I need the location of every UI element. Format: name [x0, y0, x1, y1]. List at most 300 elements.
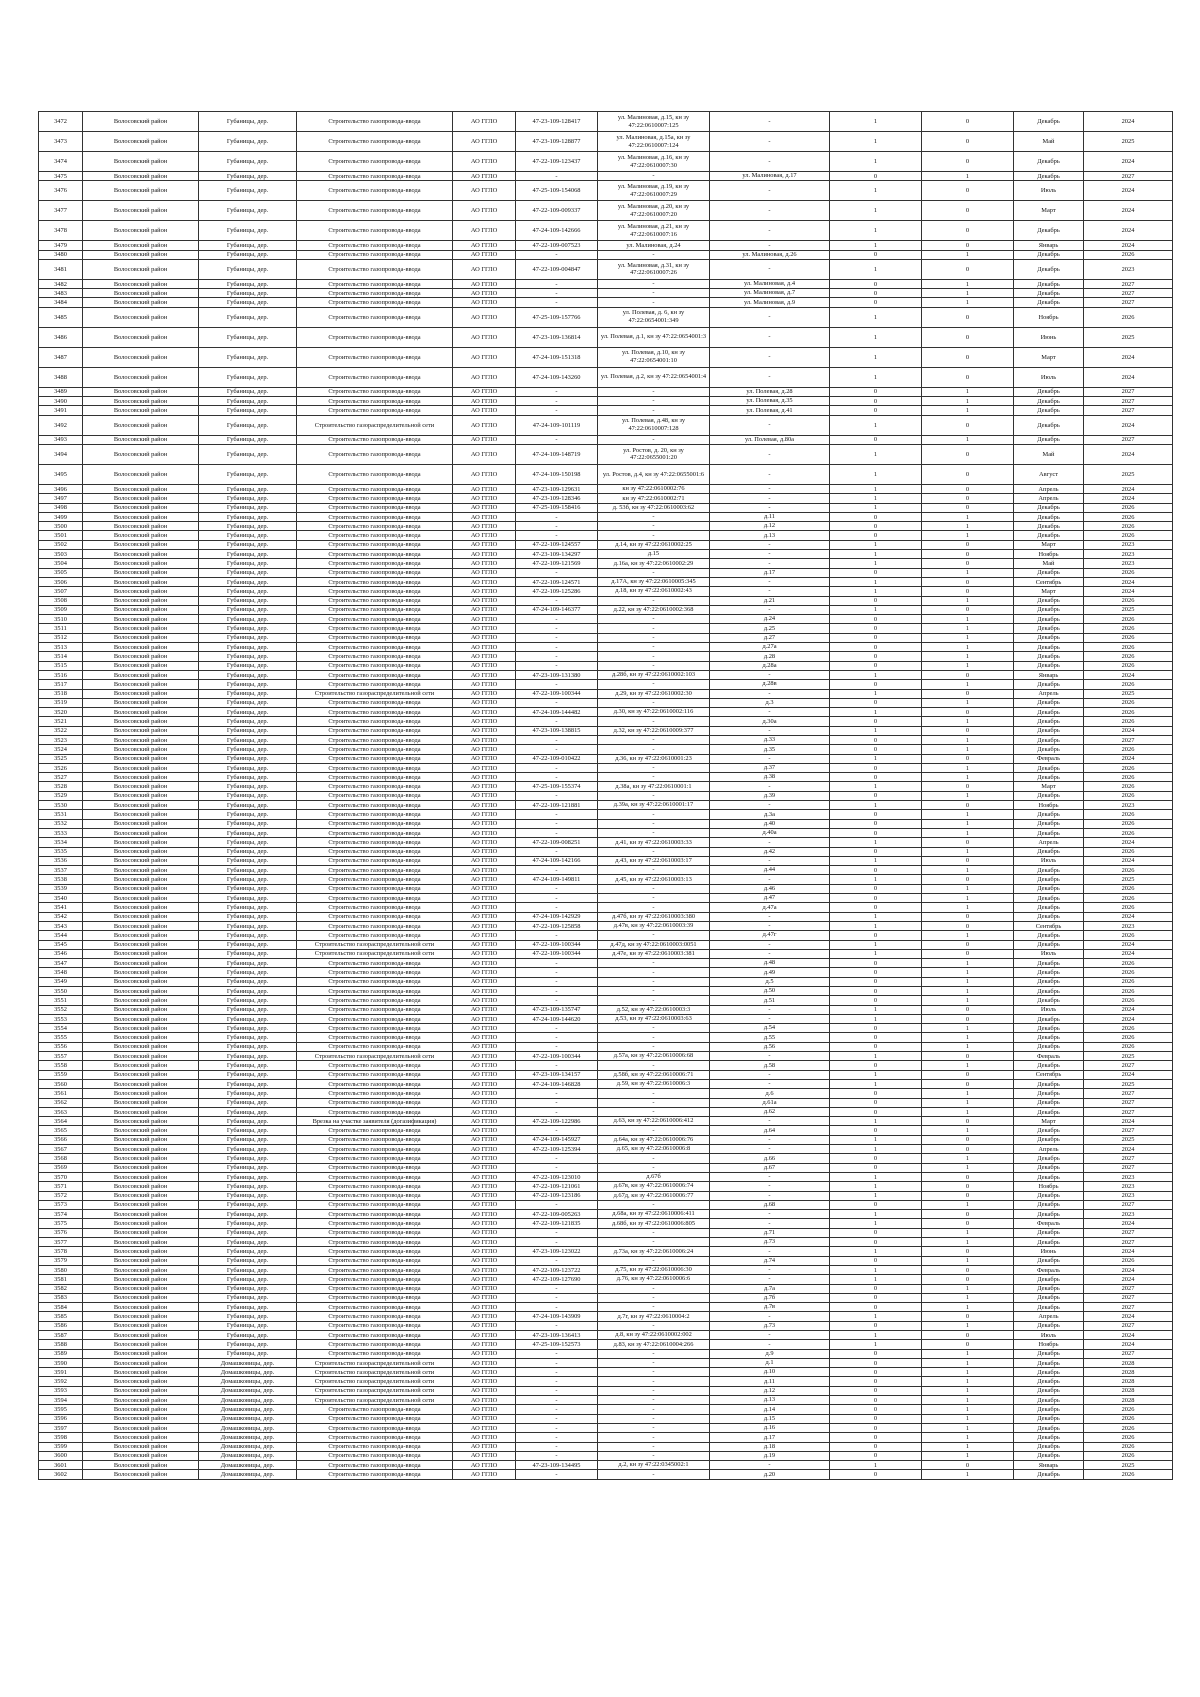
year-cell: 2027 [1084, 1303, 1173, 1312]
planned-address-cell: д.55 [710, 1033, 830, 1042]
owner-cell: АО ГГЛО [453, 152, 516, 172]
flag-b-cell: 1 [922, 652, 1014, 661]
settlement-cell: Губаницы, дер. [199, 680, 297, 689]
application-number-cell: - [516, 289, 598, 298]
flag-b-cell: 0 [922, 1312, 1014, 1321]
settlement-cell: Губаницы, дер. [199, 596, 297, 605]
row-number: 3584 [39, 1303, 83, 1312]
settlement-cell: Губаницы, дер. [199, 387, 297, 396]
year-cell: 2024 [1084, 1340, 1173, 1349]
district-cell: Волосовский район [83, 1386, 199, 1395]
flag-b-cell: 1 [922, 977, 1014, 986]
district-cell: Волосовский район [83, 605, 199, 614]
address-cadastral-cell: ул. Малиновая, д.15а, кн зу 47:22:0610007:124 [598, 132, 710, 152]
application-number-cell: - [516, 680, 598, 689]
table-row [39, 1070, 1173, 1079]
work-type-cell: Строительство газопровода-ввода [297, 708, 453, 717]
planned-address-cell: - [710, 1275, 830, 1284]
work-type-cell: Строительство газопровода-ввода [297, 1210, 453, 1219]
work-type-cell: Строительство газопровода-ввода [297, 680, 453, 689]
owner-cell: АО ГГЛО [453, 1256, 516, 1265]
table-row [39, 279, 1173, 288]
settlement-cell: Губаницы, дер. [199, 1312, 297, 1321]
planned-address-cell: ул. Полевая, д.80а [710, 435, 830, 444]
work-type-cell: Строительство газопровода-ввода [297, 1219, 453, 1228]
application-number-cell: - [516, 661, 598, 670]
district-cell: Волосовский район [83, 522, 199, 531]
work-type-cell: Врезка на участке заявителя (догазификация) [297, 1117, 453, 1126]
month-cell: Июль [1014, 856, 1084, 865]
month-cell: Декабрь [1014, 847, 1084, 856]
row-number: 3506 [39, 577, 83, 586]
month-cell: Декабрь [1014, 652, 1084, 661]
settlement-cell: Губаницы, дер. [199, 181, 297, 201]
row-number: 3581 [39, 1275, 83, 1284]
flag-b-cell: 0 [922, 1172, 1014, 1181]
work-type-cell: Строительство газопровода-ввода [297, 643, 453, 652]
settlement-cell: Губаницы, дер. [199, 968, 297, 977]
application-number-cell: - [516, 387, 598, 396]
work-type-cell: Строительство газопровода-ввода [297, 1340, 453, 1349]
flag-a-cell: 1 [830, 1191, 922, 1200]
flag-b-cell: 0 [922, 875, 1014, 884]
flag-b-cell: 0 [922, 912, 1014, 921]
table-row [39, 531, 1173, 540]
address-cadastral-cell: д.16а, кн зу 47:22:0610002:29 [598, 559, 710, 568]
row-number: 3525 [39, 754, 83, 763]
flag-a-cell: 1 [830, 838, 922, 847]
table-row [39, 717, 1173, 726]
row-number: 3483 [39, 289, 83, 298]
application-number-cell: 47-22-109-100344 [516, 689, 598, 698]
owner-cell: АО ГГЛО [453, 921, 516, 930]
address-cadastral-cell: - [598, 633, 710, 642]
flag-b-cell: 0 [922, 503, 1014, 512]
settlement-cell: Губаницы, дер. [199, 1163, 297, 1172]
owner-cell: АО ГГЛО [453, 1098, 516, 1107]
owner-cell: АО ГГЛО [453, 884, 516, 893]
year-cell: 2026 [1084, 698, 1173, 707]
district-cell: Волосовский район [83, 1098, 199, 1107]
year-cell: 2024 [1084, 949, 1173, 958]
flag-a-cell: 1 [830, 307, 922, 327]
flag-a-cell: 0 [830, 596, 922, 605]
address-cadastral-cell: ул. Малиновая, д.20, кн зу 47:22:0610007:20 [598, 201, 710, 221]
year-cell: 2026 [1084, 568, 1173, 577]
settlement-cell: Губаницы, дер. [199, 903, 297, 912]
flag-b-cell: 1 [922, 894, 1014, 903]
work-type-cell: Строительство газопровода-ввода [297, 810, 453, 819]
owner-cell: АО ГГЛО [453, 996, 516, 1005]
owner-cell: АО ГГЛО [453, 503, 516, 512]
address-cadastral-cell: ул. Малиновая, д.24 [598, 241, 710, 250]
planned-address-cell: д.40а [710, 828, 830, 837]
table-row [39, 435, 1173, 444]
work-type-cell: Строительство газопровода-ввода [297, 327, 453, 347]
address-cadastral-cell: ул. Малиновая, д.15, кн зу 47:22:0610007:125 [598, 112, 710, 132]
flag-b-cell: 0 [922, 726, 1014, 735]
planned-address-cell: д.39 [710, 791, 830, 800]
application-number-cell: 47-24-109-148719 [516, 444, 598, 464]
work-type-cell: Строительство газопровода-ввода [297, 512, 453, 521]
flag-a-cell: 0 [830, 250, 922, 259]
flag-b-cell: 0 [922, 1210, 1014, 1219]
application-number-cell: - [516, 1396, 598, 1405]
application-number-cell: - [516, 1414, 598, 1423]
district-cell: Волосовский район [83, 577, 199, 586]
planned-address-cell: д.6 [710, 1089, 830, 1098]
table-row [39, 132, 1173, 152]
month-cell: Декабрь [1014, 977, 1084, 986]
table-row [39, 791, 1173, 800]
row-number: 3509 [39, 605, 83, 614]
owner-cell: АО ГГЛО [453, 1061, 516, 1070]
address-cadastral-cell: - [598, 1061, 710, 1070]
district-cell: Волосовский район [83, 1172, 199, 1181]
flag-a-cell: 0 [830, 1200, 922, 1209]
table-row [39, 464, 1173, 484]
address-cadastral-cell: - [598, 996, 710, 1005]
flag-a-cell: 1 [830, 1005, 922, 1014]
address-cadastral-cell: - [598, 1321, 710, 1330]
owner-cell: АО ГГЛО [453, 1182, 516, 1191]
work-type-cell: Строительство газопровода-ввода [297, 1275, 453, 1284]
planned-address-cell: - [710, 559, 830, 568]
month-cell: Март [1014, 587, 1084, 596]
flag-a-cell: 0 [830, 1024, 922, 1033]
address-cadastral-cell: - [598, 1042, 710, 1051]
month-cell: Декабрь [1014, 387, 1084, 396]
work-type-cell: Строительство газопровода-ввода [297, 464, 453, 484]
year-cell: 2026 [1084, 791, 1173, 800]
month-cell: Декабрь [1014, 959, 1084, 968]
planned-address-cell: - [710, 949, 830, 958]
year-cell: 2027 [1084, 1061, 1173, 1070]
year-cell: 2026 [1084, 1442, 1173, 1451]
month-cell: Декабрь [1014, 810, 1084, 819]
flag-b-cell: 0 [922, 1247, 1014, 1256]
district-cell: Волосовский район [83, 903, 199, 912]
flag-b-cell: 1 [922, 406, 1014, 415]
table-row [39, 484, 1173, 493]
table-row [39, 1256, 1173, 1265]
year-cell: 2026 [1084, 996, 1173, 1005]
settlement-cell: Губаницы, дер. [199, 977, 297, 986]
row-number: 3570 [39, 1172, 83, 1181]
owner-cell: АО ГГЛО [453, 670, 516, 679]
row-number: 3479 [39, 241, 83, 250]
flag-b-cell: 1 [922, 1386, 1014, 1395]
address-cadastral-cell: ул. Полевая, д.10, кн зу 47:22:0654001:10 [598, 347, 710, 367]
settlement-cell: Губаницы, дер. [199, 540, 297, 549]
flag-b-cell: 1 [922, 903, 1014, 912]
application-number-cell: - [516, 1228, 598, 1237]
month-cell: Апрель [1014, 838, 1084, 847]
year-cell: 2023 [1084, 1191, 1173, 1200]
work-type-cell: Строительство газопровода-ввода [297, 1089, 453, 1098]
settlement-cell: Губаницы, дер. [199, 1228, 297, 1237]
row-number: 3541 [39, 903, 83, 912]
planned-address-cell: д.49 [710, 968, 830, 977]
district-cell: Волосовский район [83, 1135, 199, 1144]
planned-address-cell: д.21 [710, 596, 830, 605]
settlement-cell: Губаницы, дер. [199, 735, 297, 744]
address-cadastral-cell: д. 53б, кн зу 47:22:0610003:62 [598, 503, 710, 512]
month-cell: Ноябрь [1014, 1182, 1084, 1191]
application-number-cell: - [516, 1433, 598, 1442]
settlement-cell: Домашковицы, дер. [199, 1433, 297, 1442]
flag-a-cell: 1 [830, 503, 922, 512]
flag-b-cell: 1 [922, 1377, 1014, 1386]
application-number-cell: - [516, 1377, 598, 1386]
settlement-cell: Губаницы, дер. [199, 1340, 297, 1349]
district-cell: Волосовский район [83, 1405, 199, 1414]
row-number: 3476 [39, 181, 83, 201]
settlement-cell: Губаницы, дер. [199, 847, 297, 856]
planned-address-cell: д.14 [710, 1405, 830, 1414]
year-cell: 2027 [1084, 1200, 1173, 1209]
month-cell: Декабрь [1014, 259, 1084, 279]
flag-b-cell: 0 [922, 856, 1014, 865]
month-cell: Декабрь [1014, 1423, 1084, 1432]
application-number-cell: - [516, 1061, 598, 1070]
district-cell: Волосовский район [83, 347, 199, 367]
table-row [39, 298, 1173, 307]
year-cell: 2024 [1084, 1014, 1173, 1023]
address-cadastral-cell: ул. Малиновая, д.21, кн зу 47:22:0610007:16 [598, 221, 710, 241]
month-cell: Июль [1014, 1005, 1084, 1014]
row-number: 3556 [39, 1042, 83, 1051]
row-number: 3555 [39, 1033, 83, 1042]
application-number-cell: - [516, 735, 598, 744]
application-number-cell: 47-22-109-010422 [516, 754, 598, 763]
owner-cell: АО ГГЛО [453, 484, 516, 493]
flag-a-cell: 1 [830, 1014, 922, 1023]
table-row [39, 550, 1173, 559]
planned-address-cell: - [710, 875, 830, 884]
month-cell: Декабрь [1014, 996, 1084, 1005]
district-cell: Волосовский район [83, 698, 199, 707]
district-cell: Волосовский район [83, 1014, 199, 1023]
planned-address-cell: - [710, 801, 830, 810]
flag-a-cell: 0 [830, 387, 922, 396]
district-cell: Волосовский район [83, 1247, 199, 1256]
application-number-cell: - [516, 624, 598, 633]
planned-address-cell: - [710, 1079, 830, 1088]
year-cell: 2026 [1084, 307, 1173, 327]
settlement-cell: Губаницы, дер. [199, 698, 297, 707]
flag-a-cell: 1 [830, 1145, 922, 1154]
row-number: 3531 [39, 810, 83, 819]
owner-cell: АО ГГЛО [453, 1312, 516, 1321]
settlement-cell: Губаницы, дер. [199, 1210, 297, 1219]
owner-cell: АО ГГЛО [453, 1340, 516, 1349]
settlement-cell: Губаницы, дер. [199, 435, 297, 444]
district-cell: Волосовский район [83, 1377, 199, 1386]
application-number-cell: - [516, 717, 598, 726]
year-cell: 2026 [1084, 1405, 1173, 1414]
owner-cell: АО ГГЛО [453, 415, 516, 435]
flag-a-cell: 0 [830, 819, 922, 828]
year-cell: 2024 [1084, 1145, 1173, 1154]
year-cell: 2025 [1084, 464, 1173, 484]
flag-b-cell: 1 [922, 1433, 1014, 1442]
table-row [39, 1330, 1173, 1339]
month-cell: Декабрь [1014, 1107, 1084, 1116]
flag-a-cell: 0 [830, 1238, 922, 1247]
flag-a-cell: 0 [830, 903, 922, 912]
settlement-cell: Губаницы, дер. [199, 987, 297, 996]
district-cell: Волосовский район [83, 1321, 199, 1330]
district-cell: Волосовский район [83, 726, 199, 735]
district-cell: Волосовский район [83, 587, 199, 596]
flag-b-cell: 1 [922, 884, 1014, 893]
work-type-cell: Строительство газопровода-ввода [297, 1005, 453, 1014]
owner-cell: АО ГГЛО [453, 940, 516, 949]
planned-address-cell: д.18 [710, 1442, 830, 1451]
flag-a-cell: 1 [830, 1210, 922, 1219]
planned-address-cell: ул. Полевая, д.28 [710, 387, 830, 396]
planned-address-cell: д.44 [710, 866, 830, 875]
flag-b-cell: 1 [922, 397, 1014, 406]
address-cadastral-cell: д.39а, кн зу 47:22:0610001:17 [598, 801, 710, 810]
table-row [39, 782, 1173, 791]
address-cadastral-cell: д.65, кн зу 47:22:0610006:8 [598, 1145, 710, 1154]
row-number: 3528 [39, 782, 83, 791]
flag-a-cell: 0 [830, 977, 922, 986]
month-cell: Декабрь [1014, 1033, 1084, 1042]
district-cell: Волосовский район [83, 782, 199, 791]
flag-a-cell: 1 [830, 347, 922, 367]
month-cell: Декабрь [1014, 1321, 1084, 1330]
work-type-cell: Строительство газопровода-ввода [297, 1070, 453, 1079]
address-cadastral-cell: - [598, 987, 710, 996]
year-cell: 2024 [1084, 1219, 1173, 1228]
row-number: 3602 [39, 1470, 83, 1479]
district-cell: Волосовский район [83, 921, 199, 930]
month-cell: Декабрь [1014, 1163, 1084, 1172]
application-number-cell: - [516, 968, 598, 977]
flag-b-cell: 0 [922, 152, 1014, 172]
settlement-cell: Губаницы, дер. [199, 289, 297, 298]
flag-b-cell: 0 [922, 367, 1014, 387]
application-number-cell: 47-22-109-123722 [516, 1265, 598, 1274]
row-number: 3478 [39, 221, 83, 241]
planned-address-cell: д.66 [710, 1154, 830, 1163]
address-cadastral-cell: - [598, 1107, 710, 1116]
month-cell: Декабрь [1014, 1470, 1084, 1479]
year-cell: 2027 [1084, 435, 1173, 444]
planned-address-cell: - [710, 259, 830, 279]
month-cell: Сентябрь [1014, 1070, 1084, 1079]
application-number-cell: 47-22-109-121881 [516, 801, 598, 810]
planned-address-cell: д.33 [710, 735, 830, 744]
flag-a-cell: 1 [830, 464, 922, 484]
settlement-cell: Губаницы, дер. [199, 959, 297, 968]
address-cadastral-cell: - [598, 931, 710, 940]
settlement-cell: Губаницы, дер. [199, 801, 297, 810]
settlement-cell: Домашковицы, дер. [199, 1461, 297, 1470]
owner-cell: АО ГГЛО [453, 1461, 516, 1470]
flag-b-cell: 1 [922, 1107, 1014, 1116]
year-cell: 2025 [1084, 132, 1173, 152]
address-cadastral-cell: - [598, 652, 710, 661]
year-cell: 2026 [1084, 810, 1173, 819]
flag-b-cell: 0 [922, 754, 1014, 763]
year-cell: 2026 [1084, 1033, 1173, 1042]
month-cell: Декабрь [1014, 503, 1084, 512]
flag-a-cell: 1 [830, 494, 922, 503]
table-row [39, 633, 1173, 642]
address-cadastral-cell: д.32, кн зу 47:22:0610009:377 [598, 726, 710, 735]
planned-address-cell: д.11 [710, 1377, 830, 1386]
year-cell: 2024 [1084, 1247, 1173, 1256]
owner-cell: АО ГГЛО [453, 615, 516, 624]
year-cell: 2025 [1084, 1135, 1173, 1144]
settlement-cell: Домашковицы, дер. [199, 1368, 297, 1377]
year-cell: 2026 [1084, 987, 1173, 996]
flag-b-cell: 1 [922, 1358, 1014, 1367]
address-cadastral-cell: - [598, 1303, 710, 1312]
table-row [39, 921, 1173, 930]
row-number: 3590 [39, 1358, 83, 1367]
flag-a-cell: 1 [830, 550, 922, 559]
work-type-cell: Строительство газопровода-ввода [297, 596, 453, 605]
year-cell: 2024 [1084, 670, 1173, 679]
application-number-cell: 47-24-109-142166 [516, 856, 598, 865]
application-number-cell: 47-23-109-138815 [516, 726, 598, 735]
application-number-cell: 47-25-109-158416 [516, 503, 598, 512]
district-cell: Волосовский район [83, 828, 199, 837]
district-cell: Волосовский район [83, 221, 199, 241]
table-row [39, 1386, 1173, 1395]
address-cadastral-cell: д.47д, кн зу 47:22:0610003:0051 [598, 940, 710, 949]
table-row [39, 540, 1173, 549]
flag-a-cell: 0 [830, 1451, 922, 1460]
flag-b-cell: 1 [922, 250, 1014, 259]
work-type-cell: Строительство газопровода-ввода [297, 397, 453, 406]
district-cell: Волосовский район [83, 1330, 199, 1339]
row-number: 3511 [39, 624, 83, 633]
year-cell: 2027 [1084, 1321, 1173, 1330]
address-cadastral-cell: - [598, 624, 710, 633]
district-cell: Волосовский район [83, 1005, 199, 1014]
planned-address-cell: ул. Малиновая, д.26 [710, 250, 830, 259]
address-cadastral-cell: - [598, 397, 710, 406]
flag-a-cell: 0 [830, 1414, 922, 1423]
flag-b-cell: 1 [922, 512, 1014, 521]
month-cell: Январь [1014, 1461, 1084, 1470]
settlement-cell: Губаницы, дер. [199, 406, 297, 415]
table-row [39, 773, 1173, 782]
year-cell: 2024 [1084, 367, 1173, 387]
address-cadastral-cell: ул. Ростов, д. 20, кн зу 47:22:0655001:20 [598, 444, 710, 464]
row-number: 3519 [39, 698, 83, 707]
owner-cell: АО ГГЛО [453, 838, 516, 847]
district-cell: Волосовский район [83, 1033, 199, 1042]
table-row [39, 1312, 1173, 1321]
application-number-cell: - [516, 279, 598, 288]
owner-cell: АО ГГЛО [453, 708, 516, 717]
flag-b-cell: 0 [922, 241, 1014, 250]
district-cell: Волосовский район [83, 1358, 199, 1367]
planned-address-cell: - [710, 587, 830, 596]
address-cadastral-cell: - [598, 819, 710, 828]
table-row [39, 289, 1173, 298]
owner-cell: АО ГГЛО [453, 717, 516, 726]
year-cell: 2025 [1084, 327, 1173, 347]
settlement-cell: Губаницы, дер. [199, 717, 297, 726]
